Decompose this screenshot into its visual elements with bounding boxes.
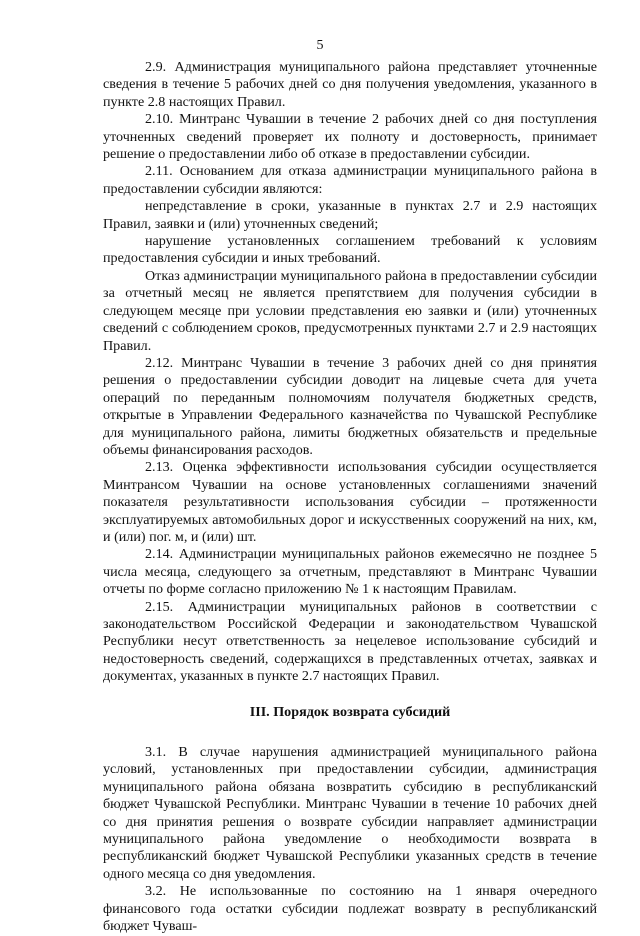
paragraph-2-11-item-1: непредставление в сроки, указанные в пунктах 2.7 и 2.9 настоящих Правил, заявки и (или) уточненных сведений; [103, 198, 597, 232]
paragraph-2-14: 2.14. Администрации муниципальных районов ежемесячно не позднее 5 числа месяца, следующего за отчетным, представляют в Минтранс Чувашии отчеты по форме согласно приложению № 1 к настоящим Правилам. [103, 546, 597, 598]
paragraph-2-15: 2.15. Администрации муниципальных районов в соответствии с законодательством Российской Федерации и законодательством Чувашской Республики несут ответственность за нецелевое использование субсидий и недостоверность сведений, содержащихся в представленных отчетах, заявках и документах, указанных в пункте 2.7 настоящих Правил. [103, 598, 597, 685]
paragraph-2-10: 2.10. Минтранс Чувашии в течение 2 рабочих дней со дня поступления уточненных сведений проверяет их полноту и достоверность, принимает решение о предоставлении либо об отказе в предоставлении субсидии. [103, 111, 597, 163]
page-number: 5 [316, 38, 324, 53]
paragraph-2-11-item-2: нарушение установленных соглашением требований к условиям предоставления субсидии и иных требований. [103, 233, 597, 267]
paragraph-2-13: 2.13. Оценка эффективности использования субсидии осуществляется Минтрансом Чувашии на основе установленных соглашениями значений показателя результативности использования субсидии – протяженности эксплуатируемых автомобильных дорог и искусственных сооружений на них, км, и (или) пог. м, и (или) шт. [103, 459, 597, 545]
section-heading: III. Порядок возврата субсидий [249, 703, 451, 720]
document-body [103, 59, 597, 936]
paragraph-3-2: 3.2. Не использованные по состоянию на 1 января очередного финансового года остатки субсидии подлежат возврату в республиканский бюджет Чуваш- [103, 883, 597, 935]
paragraph-2-9: 2.9. Администрация муниципального района представляет уточненные сведения в течение 5 рабочих дней со дня получения уведомления, указанного в пункте 2.8 настоящих Правил. [103, 59, 597, 110]
paragraph-2-11: 2.11. Основанием для отказа администрации муниципального района в предоставлении субсидии являются: [103, 163, 597, 197]
paragraph-refusal-note: Отказ администрации муниципального района в предоставлении субсидии за отчетный месяц не является препятствием для получения субсидии в следующем месяце при условии представления ею заявки и (или) уточненных сведений с соблюдением сроков, предусмотренных пунктами 2.7 и 2.9 настоящих Правил. [103, 267, 597, 354]
spacer [103, 686, 597, 704]
paragraph-3-1: 3.1. В случае нарушения администрацией муниципального района условий, установленных при предоставлении субсидии, администрация муниципального района обязана возвратить субсидию в республиканский бюджет Чувашской Республики. Минтранс Чувашии в течение 10 рабочих дней со дня принятия решения о возврате субсидии направляет администрации муниципального района уведомление о необходимости возврата в республиканский бюджет Чувашской Республики указанных средств в течение одного месяца со дня уведомления. [103, 744, 597, 882]
paragraph-2-12: 2.12. Минтранс Чувашии в течение 3 рабочих дней со дня принятия решения о предоставлении субсидии доводит на лицевые счета для учета операций по переданным полномочиям получателя бюджетных средств, открытые в Управлении Федерального казначейства по Чувашской Республике для муниципального района, лимиты бюджетных обязательств и предельные объемы финансирования расходов. [103, 354, 597, 458]
spacer [103, 721, 597, 744]
